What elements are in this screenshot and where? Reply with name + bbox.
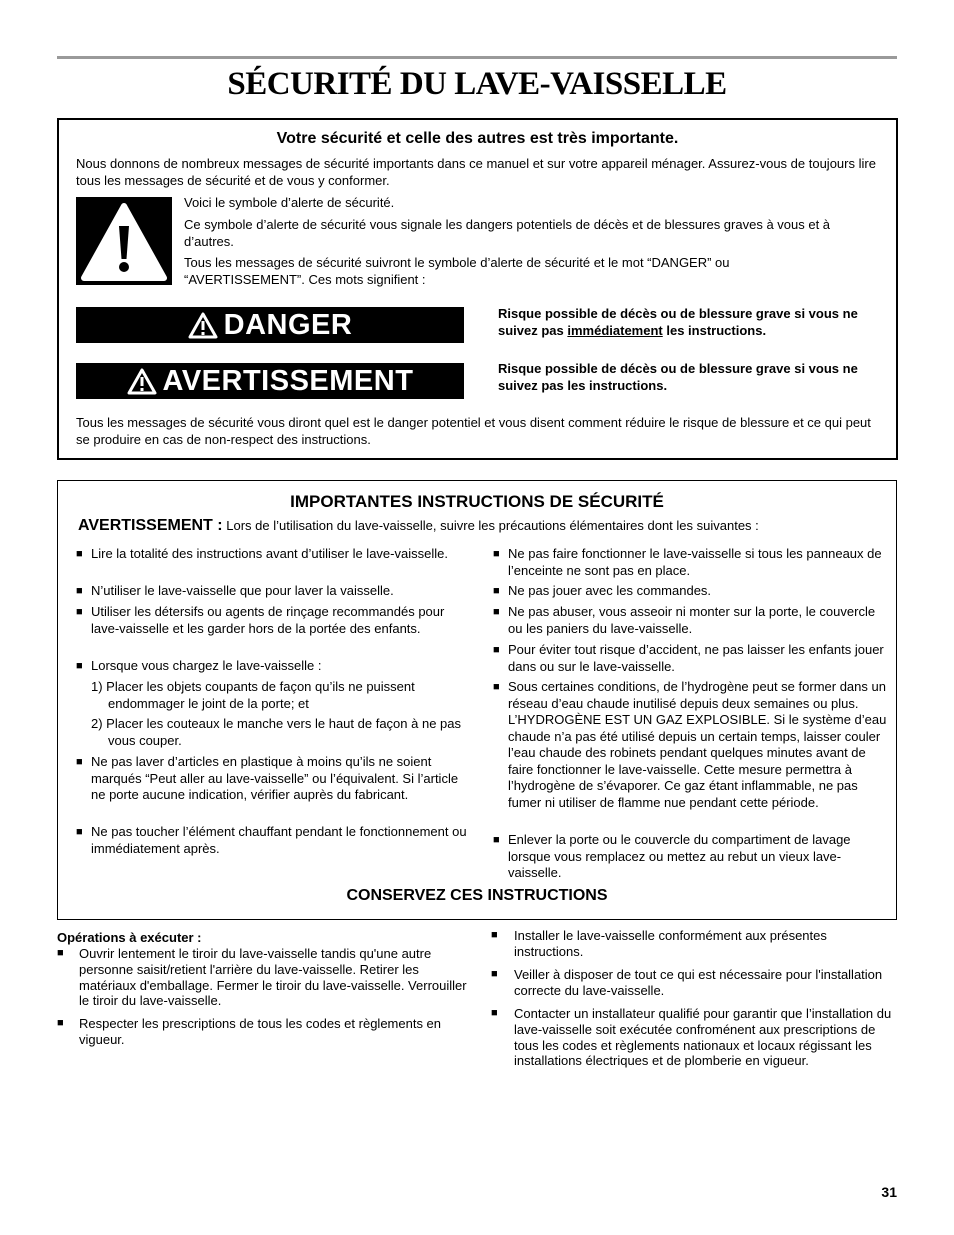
list-item: ■ Utiliser les détersifs ou agents de rinçage recommandés pour lave-vaisselle et les garder hors de la portée des enfants. — [76, 604, 445, 636]
sub-list-item: 2) Placer les couteaux le manche vers le haut de façon à ne pas vous couper. — [91, 716, 461, 748]
list-item: ■ Ne pas faire fonctionner le lave-vaisselle si tous les panneaux de l’enceinte ne sont pas en place. — [493, 546, 882, 578]
alert-triangle-icon — [127, 368, 157, 395]
page-title: SÉCURITÉ DU LAVE-VAISSELLE — [227, 66, 727, 102]
important-instructions-box — [57, 480, 897, 920]
safety-closing: Tous les messages de sécurité vous diront quel est le danger potentiel et vous disent comment réduire le risque de blessure et ce qui peut se produire en cas de non-respect des instructions. — [76, 415, 871, 447]
danger-banner — [76, 307, 464, 343]
symbol-text-2: Ce symbole d’alerte de sécurité vous signale les dangers potentiels de décès et de blessures graves à vous et à d’autres. — [184, 217, 831, 249]
top-rule — [57, 56, 897, 59]
danger-description: Risque possible de décès ou de blessure grave si vous ne suivez pas immédiatement les instructions. — [498, 306, 858, 338]
list-item: ■ Ne pas abuser, vous asseoir ni monter sur la porte, le couvercle ou les paniers du lave-vaisselle. — [493, 604, 876, 636]
list-item: ■ N’utiliser le lave-vaisselle que pour laver la vaisselle. — [76, 583, 394, 598]
symbol-text-3: Tous les messages de sécurité suivront le symbole d’alerte de sécurité et le mot “DANGER” ou “AVERTISSEMENT”. Ces mots signifient : — [184, 255, 730, 287]
warning-description: Risque possible de décès ou de blessure grave si vous ne suivez pas les instructions. — [498, 361, 858, 393]
list-item: ■ Respecter les prescriptions de tous les codes et règlements en vigueur. — [57, 1016, 442, 1047]
list-item: ■ Ne pas toucher l’élément chauffant pendant le fonctionnement ou immédiatement après. — [76, 824, 467, 856]
list-item: ■ Veiller à disposer de tout ce qui est nécessaire pour l'installation correcte du lave-vaisselle. — [491, 967, 883, 998]
danger-label: DANGER — [223, 308, 353, 341]
warning-label: AVERTISSEMENT — [162, 364, 414, 397]
sub-list-item: 1) Placer les objets coupants de façon qu’ils ne puissent endommager le joint de la porte; et — [91, 679, 415, 711]
list-item: ■ Contacter un installateur qualifié pour garantir que l’installation du lave-vaisselle soit exécutée confroménent aux prescriptions de tous les codes et règlements nationaux et locaux régissant les installations électriques et de plomberie en vigueur. — [491, 1006, 892, 1069]
list-item: ■ Sous certaines conditions, de l’hydrogène peut se former dans un réseau d’eau chaude inutilisé depuis deux semaines ou plus. L’HYDROGÈNE EST UN GAZ EXPLOSIBLE. Si le système d’eau chaude n’a pas été utilisé depuis un certain temps, laisser couler l’eau chaude des robinets pendant quelques minutes avant de faire fonctionner le lave-vaisselle. Cette mesure permettra à l’hydrogène de s’évaporer. Ce gaz étant inflammable, ne pas fumer ni utiliser de flamme nue pendant cette période. — [493, 679, 887, 810]
list-item: ■ Enlever la porte ou le couvercle du compartiment de lavage lorsque vous remplacez ou mettez au rebut un vieux lave-vaisselle. — [493, 832, 851, 880]
list-item: ■ Ne pas jouer avec les commandes. — [493, 583, 712, 598]
list-item: ■ Lorsque vous chargez le lave-vaisselle : — [76, 658, 322, 673]
instructions-warning-line: AVERTISSEMENT : Lors de l’utilisation du lave-vaisselle, suivre les précautions élémentaires dont les suivantes : — [78, 517, 759, 534]
alert-triangle-icon — [188, 312, 218, 339]
page-number: 31 — [881, 1184, 897, 1200]
operations-heading: Opérations à exécuter : — [57, 930, 202, 945]
warning-banner — [76, 363, 464, 399]
instructions-heading: IMPORTANTES INSTRUCTIONS DE SÉCURITÉ — [290, 492, 664, 511]
safety-alert-icon — [76, 197, 172, 285]
symbol-text-1: Voici le symbole d’alerte de sécurité. — [184, 195, 395, 210]
list-item: ■ Pour éviter tout risque d’accident, ne pas laisser les enfants jouer dans ou sur le lave-vaisselle. — [493, 642, 884, 674]
list-item: ■ Lire la totalité des instructions avant d’utiliser le lave-vaisselle. — [76, 546, 448, 561]
safety-box-heading: Votre sécurité et celle des autres est très importante. — [276, 130, 679, 147]
list-item: ■ Installer le lave-vaisselle conformément aux présentes instructions. — [491, 928, 827, 959]
list-item: ■ Ne pas laver d’articles en plastique à moins qu’ils ne soient marqués “Peut aller au lave-vaisselle” ou l’équivalent. Si l’article ne porte aucune indication, vérifier auprès du fabricant. — [76, 754, 459, 802]
list-item: ■ Ouvrir lentement le tiroir du lave-vaisselle tandis qu'une autre personne saisit/retient l'arrière du lave-vaisselle. Retirer les matériaux d'emballage. Fermer le tiroir du lave-vaisselle. Verrouiller le tiroir du lave-vaisselle. — [57, 946, 467, 1009]
instructions-footer: CONSERVEZ CES INSTRUCTIONS — [346, 887, 608, 904]
safety-message-box — [57, 118, 898, 460]
safety-intro: Nous donnons de nombreux messages de sécurité importants dans ce manuel et sur votre appareil ménager. Assurez-vous de toujours lire tous les messages de sécurité et de vous y conformer. — [76, 156, 876, 188]
